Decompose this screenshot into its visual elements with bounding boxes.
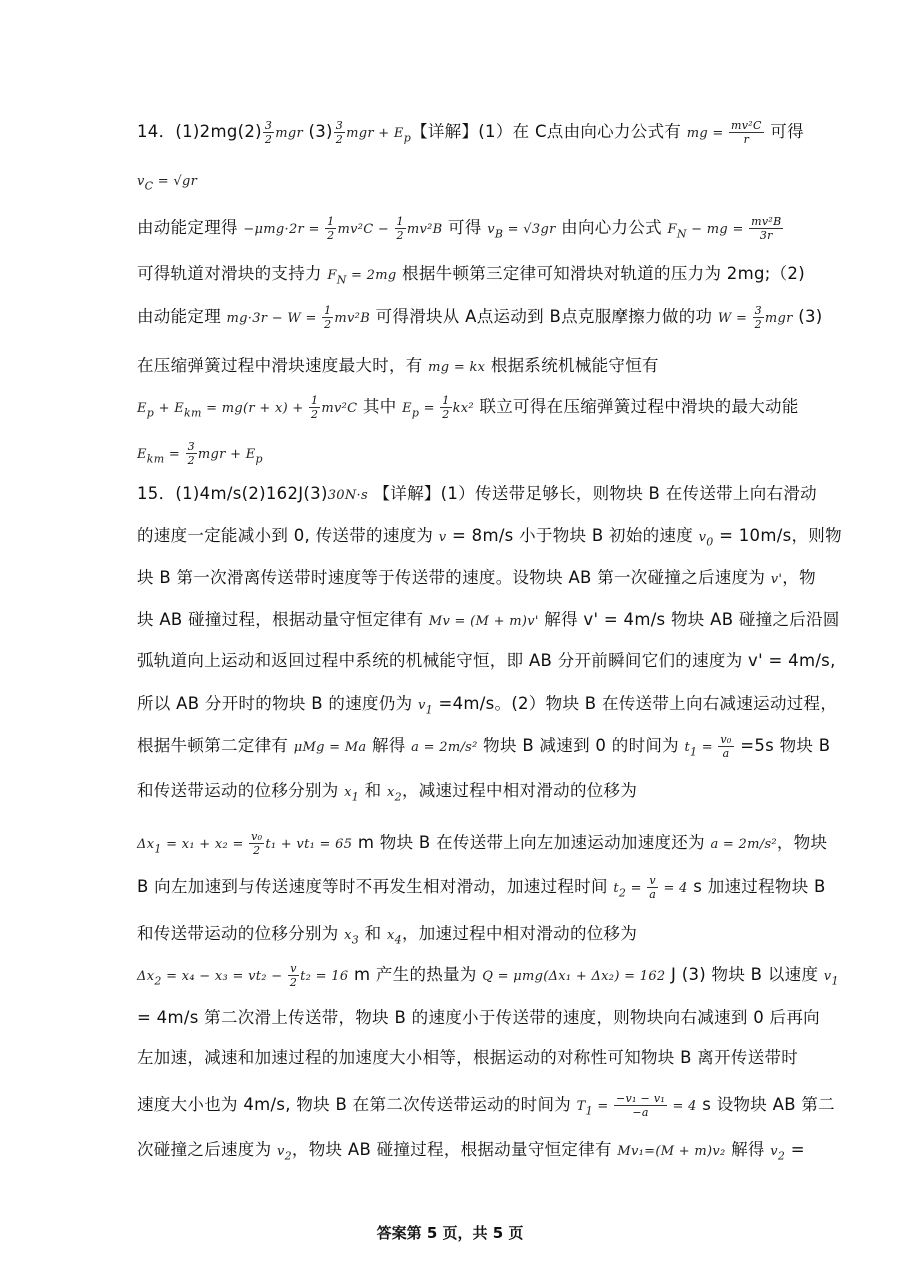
math-subscript: p bbox=[255, 452, 263, 466]
text-run: 弧轨道向上运动和返回过程中系统的机械能守恒，即 AB 分开前瞬间它们的速度为 v' = 4m/s, bbox=[137, 651, 836, 670]
text-line bbox=[137, 564, 816, 588]
fraction-numerator: 1 bbox=[324, 304, 332, 317]
math-expression: 30N·s bbox=[327, 488, 368, 503]
math-expression: mgr bbox=[275, 126, 303, 141]
math-expression: + E bbox=[154, 401, 184, 416]
math-subscript: B bbox=[494, 227, 504, 241]
math-fraction bbox=[749, 215, 783, 242]
fraction-numerator: v bbox=[647, 874, 658, 888]
text-run: (3) bbox=[792, 307, 823, 326]
math-fraction bbox=[614, 1092, 667, 1119]
text-line bbox=[137, 1091, 835, 1119]
text-run: 根据牛顿第二定律有 bbox=[137, 736, 294, 755]
fraction-denominator: 2 bbox=[253, 844, 261, 857]
fraction-numerator: mv²C bbox=[731, 119, 762, 132]
text-run: 速度大小也为 4m/s, 物块 B 在第二次传送带运动的时间为 bbox=[137, 1095, 577, 1114]
math-expression: Q = μmg(Δx₁ + Δx₂) = 162 bbox=[482, 969, 666, 984]
math-expression: Δx bbox=[137, 837, 155, 852]
text-run: 和传送带运动的位移分别为 bbox=[137, 924, 345, 943]
math-subscript: p bbox=[411, 406, 420, 420]
fraction-denominator: 2 bbox=[324, 318, 332, 331]
text-run: 解得 bbox=[725, 1140, 771, 1159]
math-subscript: N bbox=[336, 273, 347, 287]
math-fraction bbox=[334, 119, 345, 146]
math-expression: v bbox=[438, 530, 447, 545]
text-line bbox=[137, 260, 805, 286]
text-run: 可得滑块从 A点运动到 B点克服摩擦力做的功 bbox=[370, 307, 718, 326]
math-subscript: 2 bbox=[154, 974, 162, 988]
math-fraction bbox=[309, 394, 320, 421]
text-run: 14．(1)2mg(2) bbox=[137, 122, 262, 141]
math-expression: = bbox=[592, 1099, 613, 1114]
math-expression: mv²B bbox=[334, 311, 371, 326]
text-run: ，加速过程中相对滑动的位移为 bbox=[401, 924, 638, 943]
math-expression: mg = bbox=[686, 126, 729, 141]
math-expression: v bbox=[698, 530, 707, 545]
page-footer: 答案第 5 页，共 5 页 bbox=[376, 1224, 524, 1242]
fraction-numerator: v₀ bbox=[720, 733, 732, 746]
text-line bbox=[137, 393, 799, 421]
math-expression: mgr + E bbox=[197, 447, 256, 462]
math-expression: Δx bbox=[137, 969, 155, 984]
fraction-numerator: 1 bbox=[311, 394, 319, 407]
math-expression: = bbox=[164, 447, 185, 462]
text-run: 根据系统机械能守恒有 bbox=[485, 356, 659, 375]
math-fraction bbox=[325, 215, 336, 242]
math-subscript: 0 bbox=[706, 535, 714, 549]
fraction-denominator: 2 bbox=[289, 976, 298, 989]
math-expression: v bbox=[487, 222, 495, 237]
fraction-numerator: 3 bbox=[264, 119, 273, 132]
math-expression: mg = kx bbox=[428, 360, 486, 375]
text-line bbox=[137, 829, 827, 857]
math-fraction bbox=[186, 440, 197, 467]
math-fraction bbox=[753, 304, 764, 331]
text-line bbox=[137, 480, 817, 504]
text-line bbox=[137, 214, 784, 242]
math-fraction bbox=[288, 962, 299, 989]
math-subscript: km bbox=[184, 406, 202, 420]
text-line bbox=[137, 352, 659, 376]
math-fraction bbox=[718, 733, 733, 760]
math-expression: = mg(r + x) + bbox=[201, 401, 309, 416]
text-line bbox=[137, 440, 263, 467]
fraction-denominator: 2 bbox=[311, 408, 319, 421]
math-expression: = x₄ − x₃ = vt₂ − bbox=[161, 969, 287, 984]
math-subscript: km bbox=[146, 452, 165, 466]
math-fraction bbox=[395, 215, 406, 242]
math-subscript: 4 bbox=[394, 933, 402, 947]
math-expression: mv²B bbox=[406, 222, 443, 237]
math-expression: t bbox=[684, 740, 691, 755]
math-subscript: 2 bbox=[777, 1149, 786, 1163]
text-run: 次碰撞之后速度为 bbox=[137, 1140, 277, 1159]
text-run: 和传送带运动的位移分别为 bbox=[137, 781, 345, 800]
math-fraction bbox=[322, 304, 333, 331]
math-subscript: 1 bbox=[351, 790, 360, 804]
math-subscript: 3 bbox=[351, 933, 360, 947]
math-fraction bbox=[249, 830, 264, 857]
math-expression: t₁ + vt₁ = 65 bbox=[265, 837, 353, 852]
text-line bbox=[137, 1136, 805, 1162]
fraction-denominator: a bbox=[649, 888, 657, 901]
text-run: 解得 bbox=[366, 736, 412, 755]
text-run: 所以 AB 分开时的物块 B 的速度仍为 bbox=[137, 694, 418, 713]
text-run: ，物块 bbox=[776, 833, 828, 852]
text-run: 【详解】(1）在 C点由向心力公式有 bbox=[411, 122, 687, 141]
math-expression: t₂ = 16 bbox=[300, 969, 349, 984]
fraction-denominator: 2 bbox=[442, 408, 450, 421]
text-run: 块 B 第一次滑离传送带时速度等于传送带的速度。设物块 AB 第一次碰撞之后速度为 bbox=[137, 568, 771, 587]
math-expression: mg·3r − W = bbox=[226, 311, 322, 326]
math-subscript: N bbox=[676, 227, 687, 241]
math-fraction bbox=[440, 394, 451, 421]
text-run: (3) bbox=[302, 122, 333, 141]
text-run: =5s 物块 B bbox=[734, 736, 831, 755]
math-expression: μMg = Ma bbox=[293, 740, 367, 755]
fraction-denominator: 2 bbox=[264, 133, 273, 146]
math-expression: v bbox=[770, 1144, 778, 1159]
text-line bbox=[137, 1044, 798, 1068]
text-run: 和 bbox=[359, 781, 387, 800]
math-subscript: p bbox=[403, 131, 412, 145]
math-expression: x bbox=[344, 785, 352, 800]
math-subscript: 1 bbox=[425, 703, 433, 717]
fraction-numerator: −v₁ − v₁ bbox=[615, 1092, 666, 1105]
math-expression: W = bbox=[717, 311, 752, 326]
text-run: 由动能定理 bbox=[137, 307, 227, 326]
math-expression: mgr bbox=[764, 311, 793, 326]
math-expression: E bbox=[137, 401, 147, 416]
text-run: 【详解】(1）传送带足够长，则物块 B 在传送带上向右滑动 bbox=[367, 484, 817, 503]
math-subscript: p bbox=[146, 406, 155, 420]
math-fraction bbox=[263, 119, 274, 146]
math-fraction bbox=[647, 874, 658, 901]
fraction-numerator: v₀ bbox=[251, 830, 263, 843]
fraction-numerator: 3 bbox=[754, 304, 762, 317]
fraction-numerator: 1 bbox=[442, 394, 450, 407]
text-line bbox=[137, 522, 842, 548]
math-expression: F bbox=[667, 222, 677, 237]
text-line bbox=[137, 961, 839, 989]
math-subscript: 2 bbox=[284, 1149, 292, 1163]
math-expression: E bbox=[402, 401, 412, 416]
text-line bbox=[137, 690, 837, 716]
text-run: m 产生的热量为 bbox=[348, 965, 483, 984]
text-run: J (3) 物块 B 以速度 bbox=[665, 965, 824, 984]
math-expression: mv²C bbox=[321, 401, 358, 416]
text-run: = 8m/s 小于物块 B 初始的速度 bbox=[446, 526, 699, 545]
math-expression: = √gr bbox=[153, 174, 198, 189]
math-expression: − mg = bbox=[686, 222, 749, 237]
text-run: = 10m/s，则物 bbox=[713, 526, 842, 545]
math-expression: Mv = (M + m)v' bbox=[428, 614, 539, 629]
text-run: 物块 B 减速到 0 的时间为 bbox=[477, 736, 685, 755]
math-expression: a = 2m/s² bbox=[411, 740, 478, 755]
math-expression: F bbox=[327, 268, 337, 283]
math-expression: −μmg·2r = bbox=[243, 222, 325, 237]
fraction-denominator: r bbox=[743, 133, 750, 146]
text-run: 15．(1)4m/s(2)162J(3) bbox=[137, 484, 328, 503]
math-expression: v bbox=[417, 698, 426, 713]
text-run: = bbox=[785, 1140, 805, 1159]
text-run: 和 bbox=[359, 924, 387, 943]
math-expression: x bbox=[387, 928, 395, 943]
text-run: 根据牛顿第三定律可知滑块对轨道的压力为 2mg;（2) bbox=[396, 264, 805, 283]
fraction-numerator: mv²B bbox=[751, 215, 782, 228]
text-run: =4m/s。(2）物块 B 在传送带上向右减速运动过程， bbox=[432, 694, 838, 713]
math-expression: = x₁ + x₂ = bbox=[161, 837, 249, 852]
math-subscript: 2 bbox=[394, 790, 402, 804]
math-expression: E bbox=[137, 447, 147, 462]
math-expression: x bbox=[344, 928, 352, 943]
math-expression: = bbox=[697, 740, 718, 755]
math-expression: = 4 bbox=[659, 881, 688, 896]
math-expression: v' bbox=[770, 572, 783, 587]
math-expression: x bbox=[387, 785, 395, 800]
math-expression: mv²C − bbox=[337, 222, 394, 237]
math-expression: = 4 bbox=[668, 1099, 697, 1114]
text-run: 在压缩弹簧过程中滑块速度最大时，有 bbox=[137, 356, 429, 375]
math-expression: mgr + E bbox=[346, 126, 404, 141]
text-run: m 物块 B 在传送带上向左加速运动加速度还为 bbox=[352, 833, 711, 852]
text-line bbox=[137, 873, 826, 901]
math-expression: = 2mg bbox=[346, 268, 397, 283]
math-expression: v bbox=[137, 174, 145, 189]
text-run: B 向左加速到与传送速度等时不再发生相对滑动，加速过程时间 bbox=[137, 877, 614, 896]
math-subscript: 1 bbox=[831, 974, 839, 988]
text-line bbox=[137, 170, 197, 192]
fraction-denominator: 2 bbox=[754, 318, 762, 331]
math-expression: v bbox=[823, 969, 832, 984]
fraction-denominator: a bbox=[722, 747, 730, 760]
math-expression: t bbox=[613, 881, 619, 896]
text-run: 的速度一定能减小到 0, 传送带的速度为 bbox=[137, 526, 439, 545]
fraction-denominator: 2 bbox=[335, 133, 344, 146]
text-run: s 设物块 AB 第二 bbox=[696, 1095, 835, 1114]
text-line bbox=[137, 606, 840, 630]
fraction-numerator: 1 bbox=[327, 215, 335, 228]
math-subscript: 2 bbox=[618, 886, 627, 900]
text-run: ，物块 AB 碰撞过程，根据动量守恒定律有 bbox=[291, 1140, 618, 1159]
math-subscript: 1 bbox=[154, 842, 162, 856]
text-run: 可得轨道对滑块的支持力 bbox=[137, 264, 328, 283]
math-subscript: 1 bbox=[690, 745, 698, 759]
text-run: 其中 bbox=[357, 397, 403, 416]
text-line bbox=[137, 1004, 820, 1028]
fraction-numerator: 1 bbox=[396, 215, 404, 228]
text-run: = 4m/s 第二次滑上传送带，物块 B 的速度小于传送带的速度，则物块向右减速到 0 后再向 bbox=[137, 1008, 820, 1027]
math-subscript: 1 bbox=[585, 1104, 593, 1118]
text-run: 左加速，减速和加速过程的加速度大小相等，根据运动的对称性可知物块 B 离开传送带时 bbox=[137, 1048, 799, 1067]
math-expression: = bbox=[419, 401, 440, 416]
math-expression: a = 2m/s² bbox=[710, 837, 777, 852]
text-run: ，减速过程中相对滑动的位移为 bbox=[401, 781, 638, 800]
text-run: 块 AB 碰撞过程，根据动量守恒定律有 bbox=[137, 610, 429, 629]
fraction-denominator: 2 bbox=[396, 229, 404, 242]
fraction-denominator: 2 bbox=[327, 229, 335, 242]
math-expression: = bbox=[626, 881, 647, 896]
text-line bbox=[137, 303, 822, 331]
text-line bbox=[137, 647, 836, 671]
text-line bbox=[137, 777, 637, 803]
text-run: ，物 bbox=[782, 568, 816, 587]
fraction-numerator: 3 bbox=[187, 440, 195, 453]
math-expression: = √3gr bbox=[503, 222, 556, 237]
math-expression: Mv₁=(M + m)v₂ bbox=[617, 1144, 726, 1159]
text-run: 由动能定理得 bbox=[137, 218, 244, 237]
fraction-numerator: v bbox=[288, 962, 299, 976]
fraction-denominator: 2 bbox=[187, 454, 195, 467]
fraction-numerator: 3 bbox=[335, 119, 344, 132]
fraction-denominator: 3r bbox=[759, 229, 773, 242]
text-line bbox=[137, 118, 804, 146]
text-line bbox=[137, 732, 830, 760]
text-line bbox=[137, 920, 637, 946]
math-expression: T bbox=[576, 1099, 586, 1114]
math-subscript: C bbox=[144, 179, 154, 193]
text-run: 解得 v' = 4m/s 物块 AB 碰撞之后沿圆 bbox=[538, 610, 840, 629]
text-run: 可得 bbox=[764, 122, 804, 141]
text-run: 由向心力公式 bbox=[555, 218, 668, 237]
math-expression: kx² bbox=[452, 401, 474, 416]
text-run: s 加速过程物块 B bbox=[687, 877, 826, 896]
fraction-denominator: −a bbox=[632, 1106, 649, 1119]
math-expression: v bbox=[276, 1144, 285, 1159]
math-fraction bbox=[729, 119, 764, 146]
text-run: 可得 bbox=[442, 218, 488, 237]
text-run: 联立可得在压缩弹簧过程中滑块的最大动能 bbox=[473, 397, 799, 416]
